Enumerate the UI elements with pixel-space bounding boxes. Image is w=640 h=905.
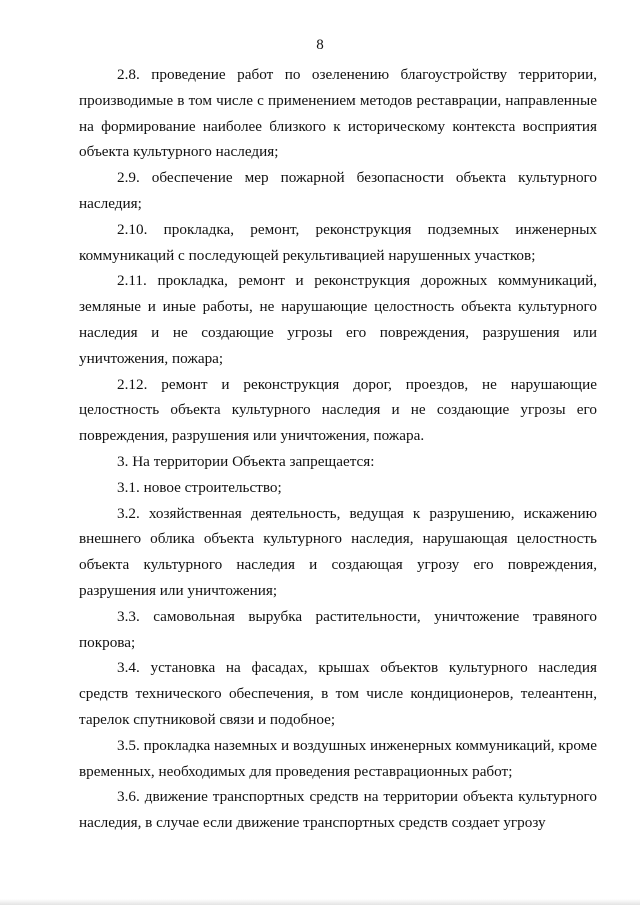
paragraph-2-12: 2.12. ремонт и реконструкция дорог, проездов, не нарушающие целостность объекта культурного наследия и не создающие угрозы его повреждения, разрушения или уничтожения, пожара. xyxy=(79,375,597,445)
page-bottom-edge xyxy=(0,899,640,905)
paragraph-3-5: 3.5. прокладка наземных и воздушных инженерных коммуникаций, кроме временных, необходимых для проведения реставрационных работ; xyxy=(79,736,597,780)
paragraph-2-9: 2.9. обеспечение мер пожарной безопасности объекта культурного наследия; xyxy=(79,169,597,212)
paragraph-3-1: 3.1. новое строительство; xyxy=(117,478,282,496)
paragraph-3-2: 3.2. хозяйственная деятельность, ведущая к разрушению, искажению внешнего облика объекта культурного наследия, нарушающая целостность объекта культурного наследия и создающая угрозу его повреждения, разрушения или уничтожения; xyxy=(79,504,597,599)
paragraph-3-4: 3.4. установка на фасадах, крышах объектов культурного наследия средств технического обеспечения, в том числе кондиционеров, телеантенн, тарелок спутниковой связи и подобное; xyxy=(79,659,597,728)
paragraph-2-10: 2.10. прокладка, ремонт, реконструкция подземных инженерных коммуникаций с последующей рекультивацией нарушенных участков; xyxy=(79,220,597,264)
paragraph-3-3: 3.3. самовольная вырубка растительности, уничтожение травяного покрова; xyxy=(79,607,597,651)
section-3-heading: 3. На территории Объекта запрещается: xyxy=(117,452,375,470)
document-body xyxy=(79,62,597,836)
paragraph-3-6: 3.6. движение транспортных средств на территории объекта культурного наследия, в случае если движение транспортных средств создает угрозу xyxy=(79,788,597,832)
paragraph-2-11: 2.11. прокладка, ремонт и реконструкция дорожных коммуникаций, земляные и иные работы, не нарушающие целостность объекта культурного наследия и не создающие угрозы его повреждения, разрушения или уничтожения, пожара; xyxy=(79,272,597,367)
page-number: 8 xyxy=(316,37,324,53)
paragraph-2-8: 2.8. проведение работ по озеленению благоустройству территории, производимые в том числе с применением методов реставрации, направленные на формирование наиболее близкого к историческому контекста восприятия объекта культурного наследия; xyxy=(79,66,597,161)
